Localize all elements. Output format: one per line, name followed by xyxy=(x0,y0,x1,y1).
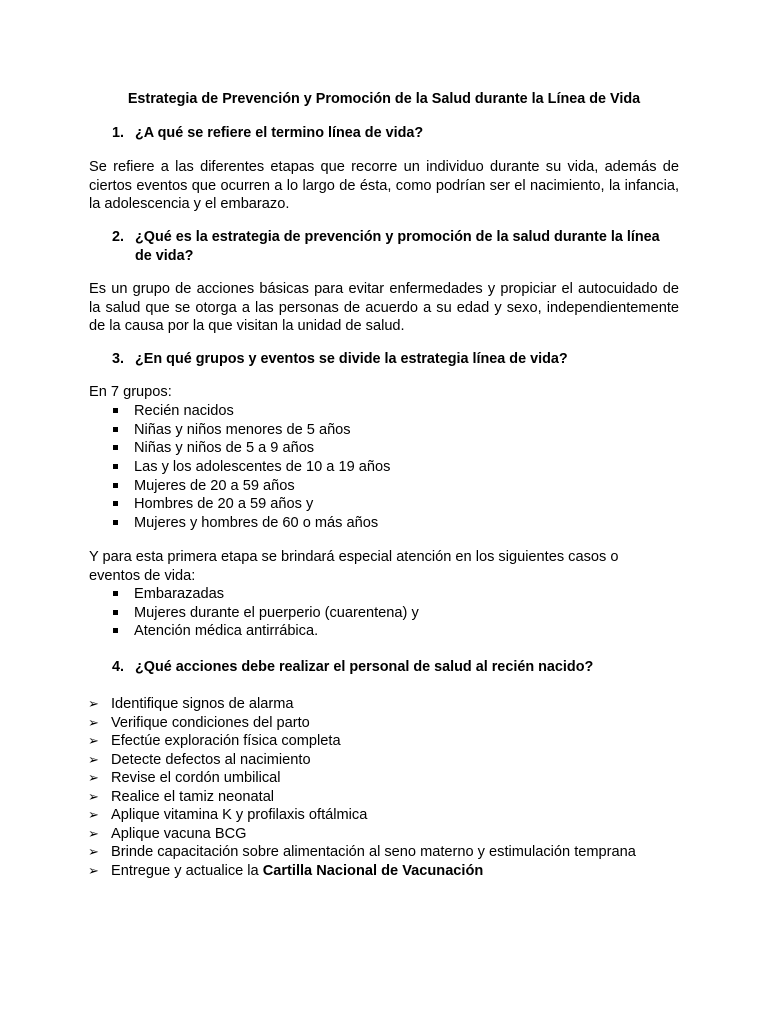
document-title: Estrategia de Prevención y Promoción de la Salud durante la Línea de Vida xyxy=(127,91,641,107)
list-item: Hombres de 20 a 59 años y xyxy=(89,495,390,514)
list-item: ➢ Aplique vitamina K y profilaxis oftálmica xyxy=(88,807,368,823)
list-item: Las y los adolescentes de 10 a 19 años xyxy=(89,458,390,477)
square-bullet-icon xyxy=(113,628,118,633)
arrow-bullet-icon: ➢ xyxy=(88,714,99,730)
square-bullet-icon xyxy=(113,591,118,596)
square-bullet-icon xyxy=(113,520,118,525)
list-item: Mujeres y hombres de 60 o más años xyxy=(89,514,390,533)
arrow-bullet-icon: ➢ xyxy=(88,844,99,859)
list-item: Recién nacidos xyxy=(89,402,390,421)
list-item: Atención médica antirrábica. xyxy=(89,622,419,641)
arrow-bullet-icon: ➢ xyxy=(88,825,99,841)
list-item: ➢ Detecte defectos al nacimiento xyxy=(88,751,311,768)
list-item: Mujeres de 20 a 59 años xyxy=(89,477,390,496)
arrow-bullet-icon: ➢ xyxy=(88,770,99,785)
question-1 xyxy=(112,124,672,143)
cartilla-name: Cartilla Nacional de Vacunación xyxy=(262,862,484,879)
arrow-bullet-icon: ➢ xyxy=(88,751,99,767)
square-bullet-icon xyxy=(113,501,118,506)
answer-1: Se refiere a las diferentes etapas que recorre un individuo durante su vida, además de ciertos eventos que ocurren a lo largo de ésta, como podrían ser el nacimiento, la infancia, la adolescencia y el embarazo. xyxy=(89,159,679,213)
arrow-bullet-icon: ➢ xyxy=(88,696,99,711)
question-4-number: 4. xyxy=(112,659,125,675)
list-item: ➢ Revise el cordón umbilical xyxy=(88,770,281,786)
list-item: ➢ Identifique signos de alarma xyxy=(88,696,294,712)
question-3-text: ¿En qué grupos y eventos se divide la estrategia línea de vida? xyxy=(135,351,568,367)
question-2 xyxy=(112,228,672,265)
square-bullet-icon xyxy=(113,408,118,413)
list-item: ➢ Aplique vacuna BCG xyxy=(88,825,247,842)
list-item: ➢ Verifique condiciones del parto xyxy=(88,714,310,731)
question-1-number: 1. xyxy=(112,125,125,141)
list-item: ➢ Realice el tamiz neonatal xyxy=(88,788,275,805)
groups-intro: En 7 grupos: xyxy=(89,384,172,400)
square-bullet-icon xyxy=(113,427,118,432)
question-3-number: 3. xyxy=(112,351,125,367)
arrow-bullet-icon: ➢ xyxy=(88,733,99,748)
events-list xyxy=(89,585,419,641)
list-item: Niñas y niños menores de 5 años xyxy=(89,421,390,440)
question-2-text: ¿Qué es la estrategia de prevención y promoción de la salud durante la línea de vida? xyxy=(135,229,660,264)
groups-list xyxy=(89,402,390,533)
question-1-text: ¿A qué se refiere el termino línea de vida? xyxy=(135,125,424,141)
list-item: Mujeres durante el puerperio (cuarentena) y xyxy=(89,604,419,623)
arrow-bullet-icon: ➢ xyxy=(88,788,99,804)
arrow-bullet-icon: ➢ xyxy=(88,862,99,878)
list-item xyxy=(88,862,636,881)
question-4-text: ¿Qué acciones debe realizar el personal de salud al recién nacido? xyxy=(135,659,594,675)
list-item: ➢ Efectúe exploración física completa xyxy=(88,733,341,749)
events-intro: Y para esta primera etapa se brindará especial atención en los siguientes casos o eventos de vida: xyxy=(89,549,619,584)
square-bullet-icon xyxy=(113,610,118,615)
list-item: Niñas y niños de 5 a 9 años xyxy=(89,439,390,458)
list-item: ➢ Brinde capacitación sobre alimentación al seno materno y estimulación temprana xyxy=(88,844,636,860)
square-bullet-icon xyxy=(113,445,118,450)
actions-list xyxy=(88,695,636,880)
answer-2: Es un grupo de acciones básicas para evitar enfermedades y propiciar el autocuidado de la salud que se otorga a las personas de acuerdo a su edad y sexo, independientemente de la causa por la que visitan la unidad de salud. xyxy=(89,281,679,335)
square-bullet-icon xyxy=(113,464,118,469)
question-3 xyxy=(112,350,672,369)
question-2-number: 2. xyxy=(112,229,125,245)
arrow-bullet-icon: ➢ xyxy=(88,807,99,822)
question-4 xyxy=(112,658,672,677)
square-bullet-icon xyxy=(113,483,118,488)
last-action-prefix: Entregue y actualice la xyxy=(111,862,263,879)
list-item: Embarazadas xyxy=(89,585,419,604)
